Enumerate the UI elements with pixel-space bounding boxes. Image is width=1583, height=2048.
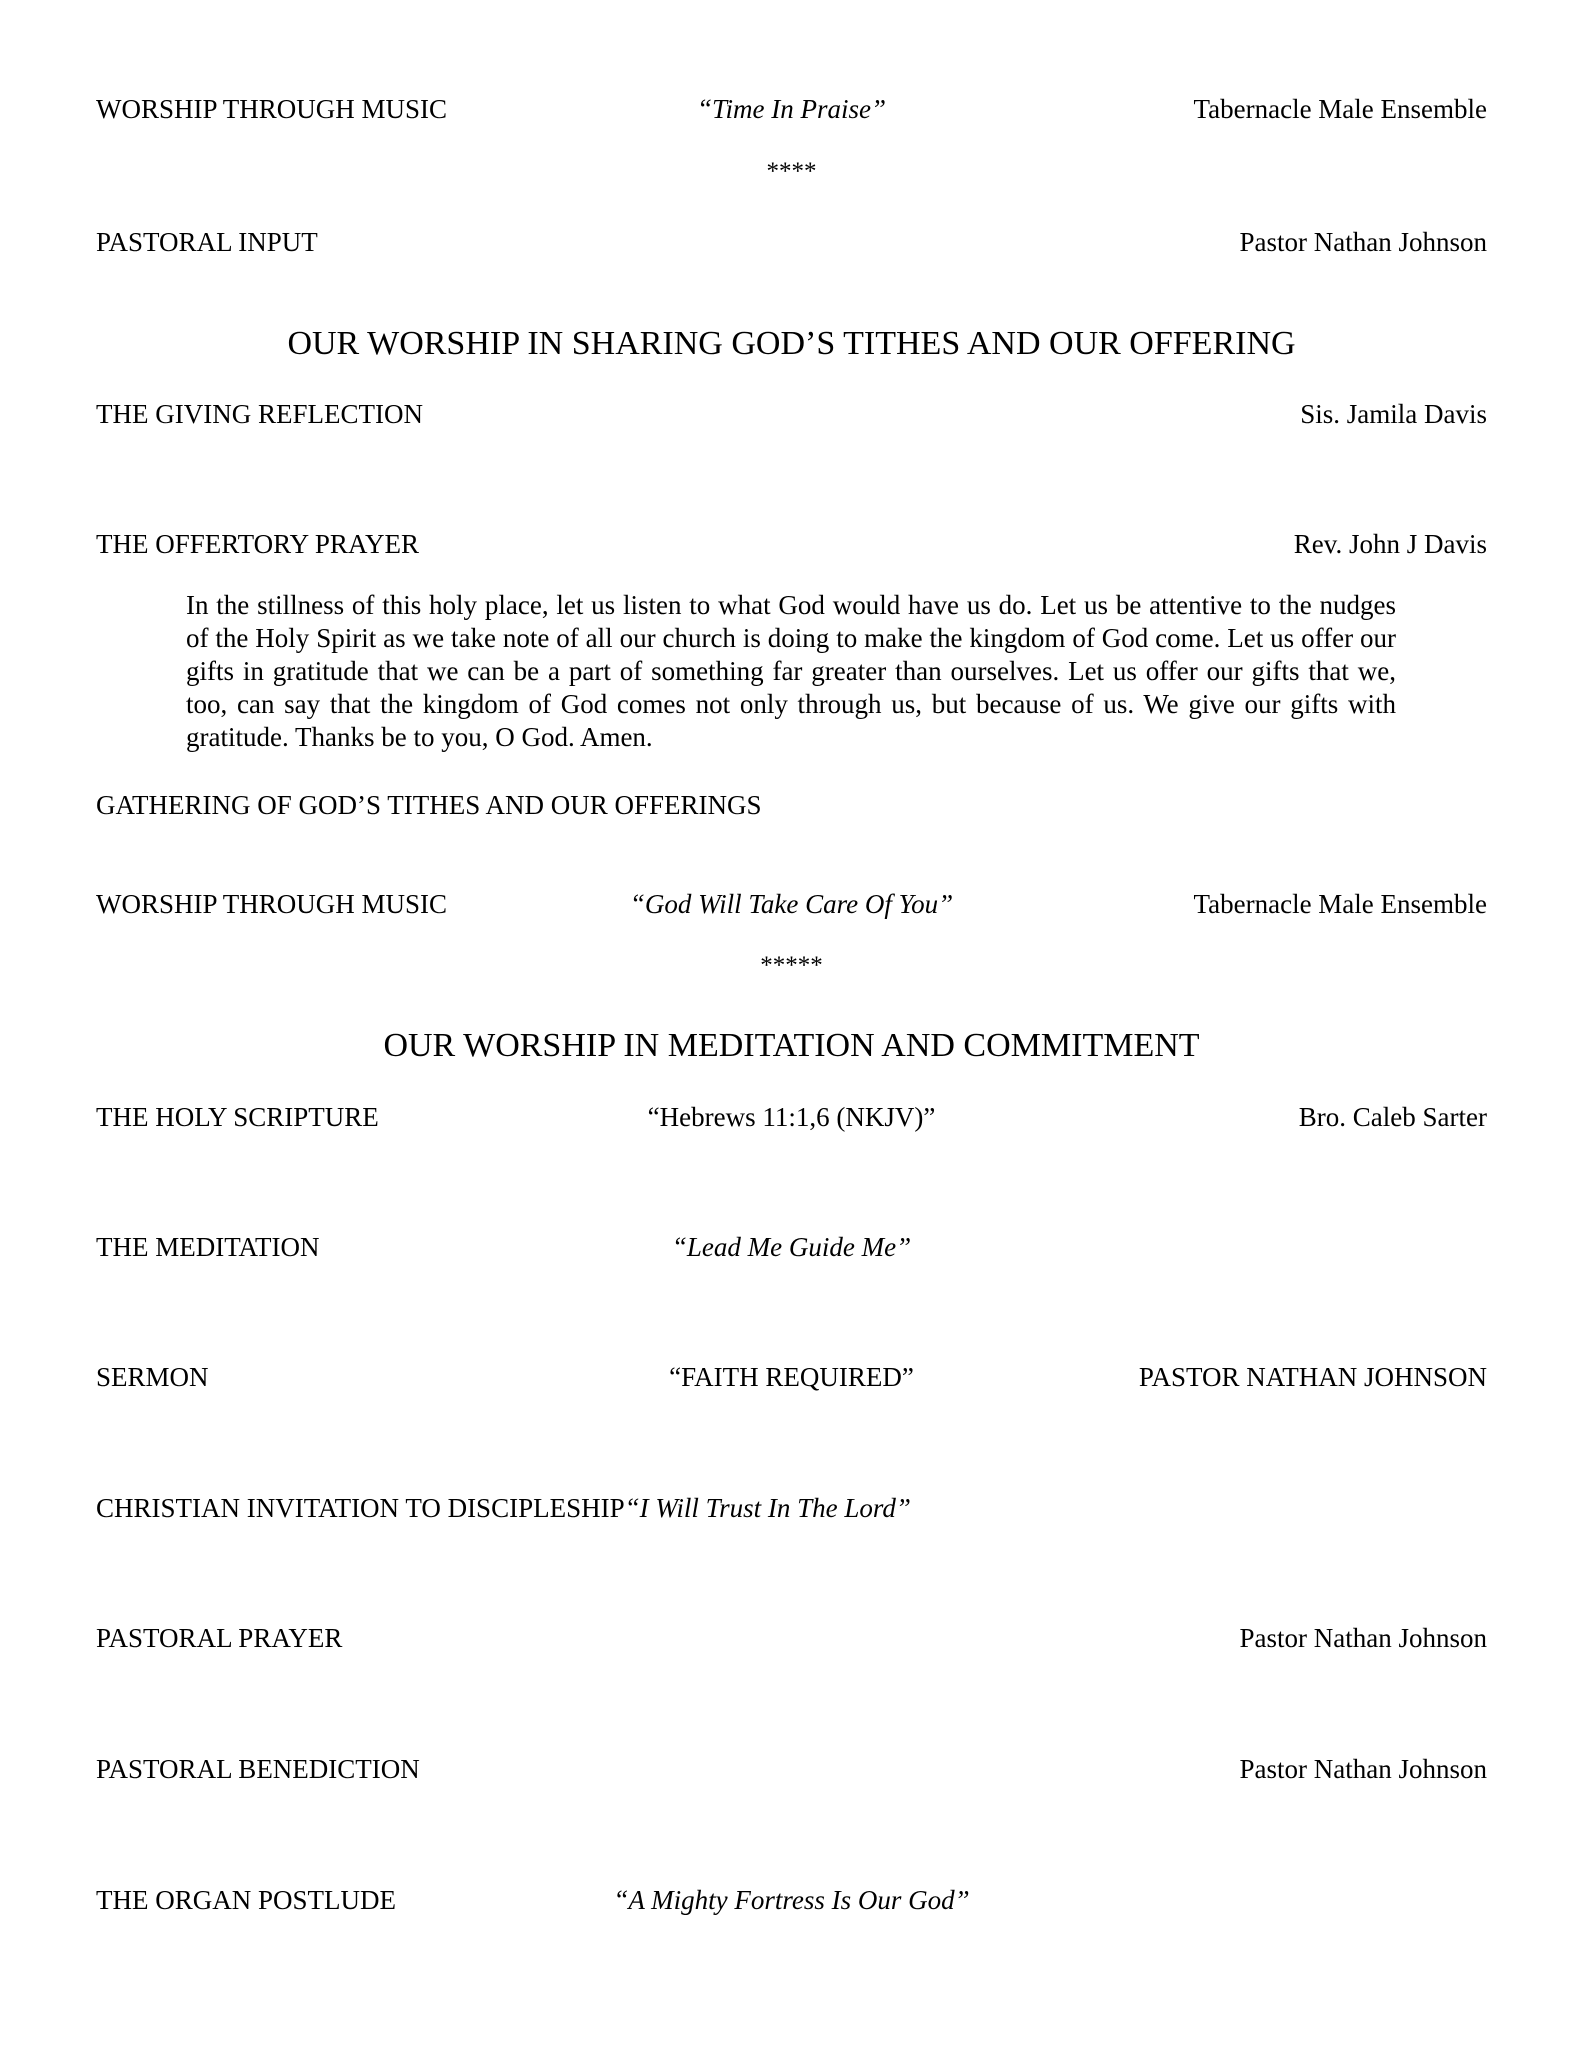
item-label: THE MEDITATION xyxy=(96,1232,320,1262)
item-leader: Pastor Nathan Johnson xyxy=(1239,1754,1487,1784)
item-label: PASTORAL PRAYER xyxy=(96,1623,343,1653)
program-item-gathering xyxy=(96,785,1487,825)
program-item-music-1 xyxy=(96,89,1487,129)
item-performer: Tabernacle Male Ensemble xyxy=(1193,889,1487,919)
program-item-pastoral-input xyxy=(96,222,1487,262)
item-label: PASTORAL BENEDICTION xyxy=(96,1754,420,1784)
item-title: “Hebrews 11:1,6 (NKJV)” xyxy=(647,1102,936,1132)
item-performer: Tabernacle Male Ensemble xyxy=(1193,94,1487,124)
item-title: “God Will Take Care Of You” xyxy=(629,889,954,919)
item-leader: Pastor Nathan Johnson xyxy=(1239,227,1487,257)
item-title: “I Will Trust In The Lord” xyxy=(624,1493,911,1523)
offertory-prayer-text: In the stillness of this holy place, let us listen to what God would have us do. Let us be attentive to the nudges of the Holy Spirit as we take note of all our church is doing to make the kingdom of God come. Let us offer our gifts in gratitude that we can be a part of something far greater than ourselves. Let us offer our gifts that we, too, can say that the kingdom of God comes not only through us, but because of us. We give our gifts with gratitude. Thanks be to you, O God. Amen. xyxy=(186,590,1396,752)
program-item-invitation xyxy=(96,1488,1487,1528)
item-label: PASTORAL INPUT xyxy=(96,227,318,257)
program-item-sermon xyxy=(96,1357,1487,1397)
item-leader: PASTOR NATHAN JOHNSON xyxy=(1138,1362,1487,1392)
item-label: THE OFFERTORY PRAYER xyxy=(96,529,419,559)
divider-stars: ***** xyxy=(760,952,823,979)
item-leader: Rev. John J Davis xyxy=(1293,529,1487,559)
section-heading-offering: OUR WORSHIP IN SHARING GOD’S TITHES AND OUR OFFERING xyxy=(287,325,1296,362)
item-title: “FAITH REQUIRED” xyxy=(669,1362,914,1392)
item-label: THE ORGAN POSTLUDE xyxy=(96,1885,396,1915)
item-label: THE HOLY SCRIPTURE xyxy=(96,1102,379,1132)
item-leader: Bro. Caleb Sarter xyxy=(1298,1102,1487,1132)
item-label-and-title xyxy=(96,1488,911,1528)
program-item-pastoral-prayer xyxy=(96,1618,1487,1658)
item-label: THE GIVING REFLECTION xyxy=(96,399,423,429)
item-label: WORSHIP THROUGH MUSIC xyxy=(96,94,448,124)
section-heading-meditation: OUR WORSHIP IN MEDITATION AND COMMITMENT xyxy=(383,1027,1200,1064)
program-item-postlude xyxy=(96,1880,1487,1920)
program-item-offertory-prayer xyxy=(96,524,1487,564)
program-item-music-2 xyxy=(96,884,1487,924)
item-leader: Pastor Nathan Johnson xyxy=(1239,1623,1487,1653)
item-title: “Lead Me Guide Me” xyxy=(671,1232,912,1262)
item-label: SERMON xyxy=(96,1362,209,1392)
item-label: WORSHIP THROUGH MUSIC xyxy=(96,889,448,919)
divider-stars: **** xyxy=(766,158,817,185)
item-title: “A Mighty Fortress Is Our God” xyxy=(613,1885,970,1915)
program-item-benediction xyxy=(96,1749,1487,1789)
item-label: CHRISTIAN INVITATION TO DISCIPLESHIP xyxy=(96,1493,625,1523)
program-item-giving-reflection xyxy=(96,394,1487,434)
program-item-meditation xyxy=(96,1227,1487,1267)
program-item-scripture xyxy=(96,1097,1487,1137)
item-leader: Sis. Jamila Davis xyxy=(1300,399,1487,429)
item-label: GATHERING OF GOD’S TITHES AND OUR OFFERINGS xyxy=(96,790,762,820)
item-title: “Time In Praise” xyxy=(696,94,887,124)
